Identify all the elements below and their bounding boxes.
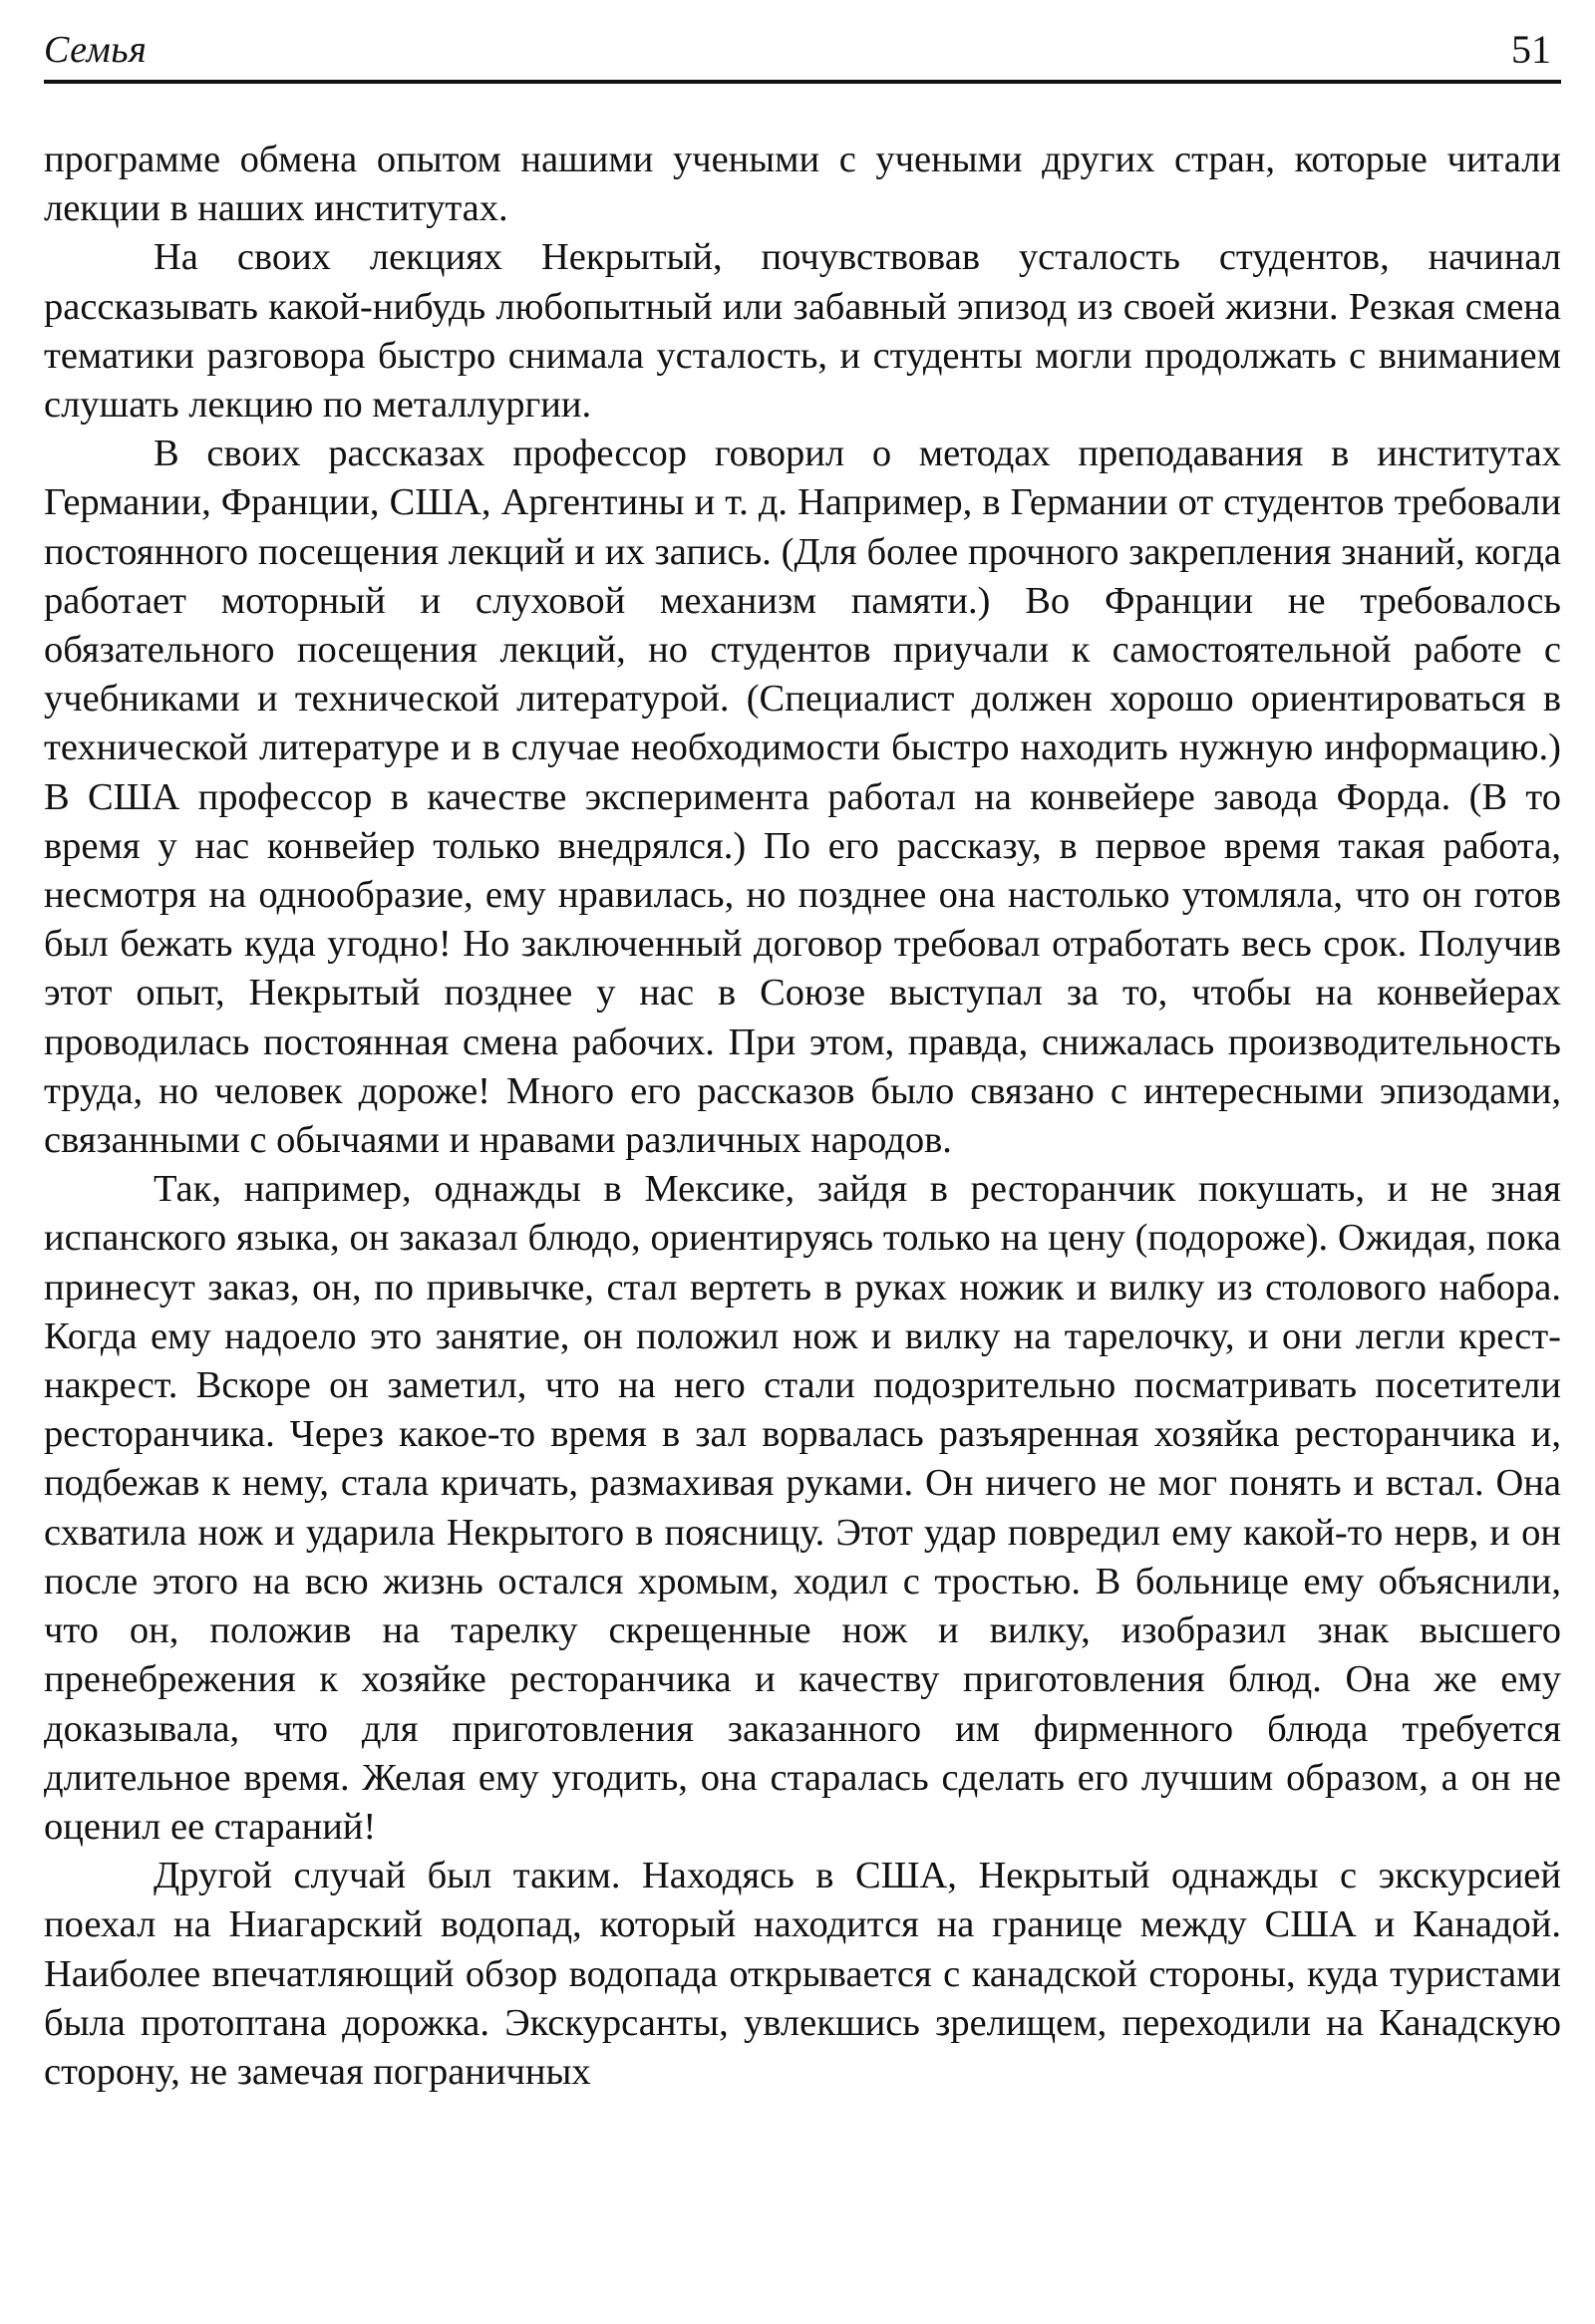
paragraph-mexico-story: Так, например, однажды в Мексике, зайдя в ресторанчик покушать, и не зная испанского языка, он заказал блюдо, ориентируясь только на цену (подороже). Ожидая, пока принесут заказ, он, по привычке, стал вертеть в руках ножик и вилку из столового набора. Когда ему надоело это занятие, он положил нож и вилку на тарелочку, и они легли крест-накрест. Вскоре он заметил, что на него стали подозрительно посматривать посетители ресторанчика. Через какое-то время в зал ворвалась разъяренная хозяйка ресторанчика и, подбежав к нему, стала кричать, размахивая руками. Он ничего не мог понять и встал. Она схватила нож и ударила Некрытого в поясницу. Этот удар повредил ему какой-то нерв, и он после этого на всю жизнь остался хромым, ходил с тростью. В больнице ему объяснили, что он, положив на тарелку скрещенные нож и вилку, изобразил знак высшего пренебрежения к хозяйке ресторанчика и качеству приготовления блюд. Она же ему доказывала, что для приготовления заказанного им фирменного блюда требуется длительное время. Желая ему угодить, она старалась сделать его лучшим образом, а он не оценил ее стараний! bbox=[44, 1168, 1561, 1848]
running-header bbox=[44, 22, 1561, 84]
paragraph-lectures: На своих лекциях Некрытый, почувствовав усталость студентов, начинал рассказывать какой-нибудь любопытный или забавный эпизод из своей жизни. Резкая смена тематики разговора быстро снимала усталость, и студенты могли продолжать с вниманием слушать лекцию по металлургии. bbox=[44, 236, 1561, 427]
section-title: Семья bbox=[44, 29, 148, 71]
page-number: 51 bbox=[1511, 27, 1551, 72]
paragraph-continuation: программе обмена опытом нашими учеными с учеными других стран, которые читали лекции в наших институтах. bbox=[44, 139, 1561, 230]
paragraph-niagara-story: Другой случай был таким. Находясь в США, Некрытый однажды с экскурсией поехал на Ниагарский водопад, который находится на границе между США и Канадой. Наиболее впечатляющий обзор водопада открывается с канадской стороны, куда туристами была протоптана дорожка. Экскурсанты, увлекшись зрелищем, переходили на Канадскую сторону, не замечая пограничных bbox=[44, 1855, 1561, 2093]
body-text bbox=[44, 136, 1561, 2097]
paragraph-teaching-methods: В своих рассказах профессор говорил о методах преподавания в институтах Германии, Франции, США, Аргентины и т. д. Например, в Германии от студентов требовали постоянного посещения лекций и их запись. (Для более прочного закрепления знаний, когда работает моторный и слуховой механизм памяти.) Во Франции не требовалось обязательного посещения лекций, но студентов приучали к самостоятельной работе с учебниками и технической литературой. (Специалист должен хорошо ориентироваться в технической литературе и в случае необходимости быстро находить нужную информацию.) В США профессор в качестве эксперимента работал на конвейере завода Форда. (В то время у нас конвейер только внедрялся.) По его рассказу, в первое время такая работа, несмотря на однообразие, ему нравилась, но позднее она настолько утомляла, что он готов был бежать куда угодно! Но заключенный договор требовал отработать весь срок. Получив этот опыт, Некрытый позднее у нас в Союзе выступал за то, чтобы на конвейерах проводилась постоянная смена рабочих. При этом, правда, снижалась производительность труда, но человек дороже! Много его рассказов было связано с интересными эпизодами, связанными с обычаями и нравами различных народов. bbox=[44, 433, 1561, 1162]
